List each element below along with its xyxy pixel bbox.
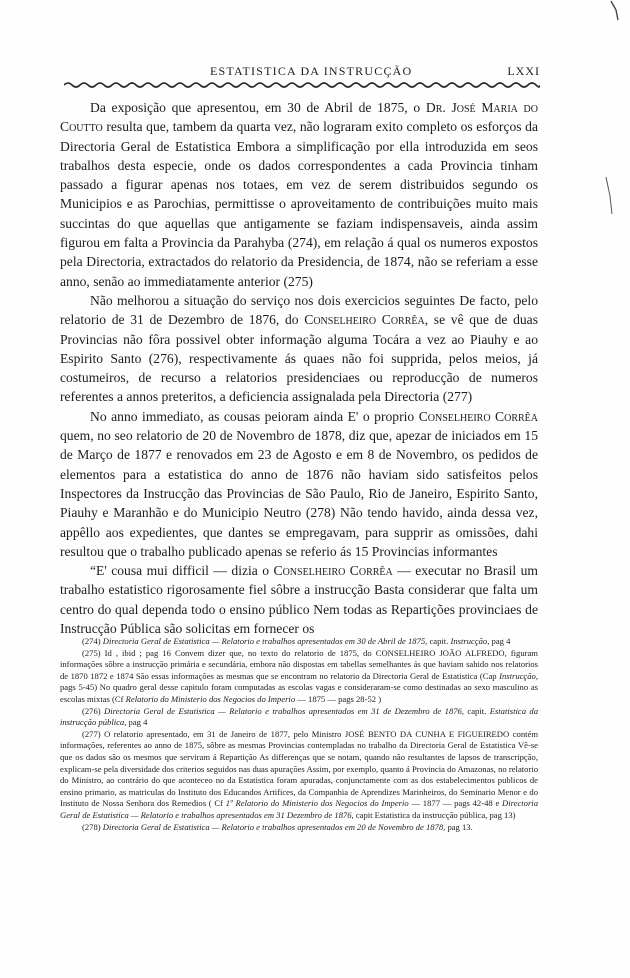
- footnote-citation: Directoria Geral de Estatistica — Relatorio e trabalhos apresentados em 31 Dezembro de 1876: [60, 798, 538, 820]
- running-title: ESTATISTICA DA INSTRUCÇÃO: [210, 64, 413, 78]
- paragraph-text: resulta que, tambem da quarta vez, não lograram exito completo os esforços da Directoria Geral de Estatistica Embora a simplificação por ella introduzida em seos trabalhos desta especie, onde os dados correspondentes a cada Provincia tinham passado a figurar apenas nos totaes, em vez de serem distribuidos segundo os Municipios e as Parochias, permittisse o aproveitamento de contribuições muito mais succintas do que aquellas que antigamente se faziam indispensaveis, ainda assim figurou em falta a Provincia da Parahyba (274), em relação á qual os numeros expostos pela Directoria, extractados do relatorio da Presidencia, de 1874, não se referiam a esse anno, senão ao immediatamente anterior (275): [60, 119, 538, 289]
- paragraph-text: — executar no Brasil um trabalho estatistico rigorosamente fiel sôbre a instrucção Basta considerar que falta um centro do qual dependa todo o ensino público Nem todas as Repartições provinciaes de Instrucção Pública são solicitas em fornecer os: [60, 563, 538, 637]
- footnote: [60, 822, 538, 834]
- footnote: [60, 648, 538, 706]
- footnote-text: , pags 5-45) No quadro geral desse capitulo foram computadas as escolas vagas e consideraram-se como destinadas ao sexo masculino as escolas mixtas (Cf: [60, 670, 538, 704]
- footnote-text: (276): [82, 705, 105, 716]
- edge-stroke: [604, 176, 614, 216]
- paragraph-text: No anno immediato, as cousas peioram ainda E' o proprio: [90, 408, 419, 424]
- page-number: LXXI: [507, 64, 540, 78]
- paragraph: [60, 561, 538, 638]
- footnote-text: , capit.: [461, 705, 490, 716]
- footnote-text: — 1875 — pags 28-52 ): [295, 693, 382, 704]
- body-text: [60, 98, 538, 638]
- footnote-citation: Directoria Geral de Estatistica — Relatorio e trabalhos apresentados em 30 de Abril de 1875: [102, 636, 426, 646]
- person-name: Conselheiro Corrêa: [273, 563, 393, 579]
- footnote-text: , capit Estatistica da instrucção pública, pag 13): [351, 809, 516, 820]
- person-name: Conselheiro Corrêa: [304, 312, 425, 328]
- footnote: [60, 636, 538, 648]
- footnote-text: (277) O relatorio apresentado, em 31 de Janeiro de 1877, pelo Ministro JOSÉ BENTO DA CUNHA E FIGUEIREDO contém informações, referentes ao anno de 1875, sôbre as mesmas Provincias contempladas no trabalho da Directoria Geral de Estatistica Vê-se que os dados são os mesmos que serviram á Repartição As differenças que se notam, quando não resultantes de lapsos de transcripção, explicam-se pela diversidade dos criterios seguidos nas duas apurações Assim, por exemplo, quanto á Provincia do Amazonas, no relatorio do Ministro, ao contrário do que aconteceo no da Estatistica foram apuradas, conjunctamente com as dos estabelecimentos publicos de ensino primario, as matriculas do Instituto dos Educandos Artifices, da Companhia de Aprendizes Marinheiros, do Seminario Menor e do Instituto de Nossa Senhora dos Remedios ( Cf: [60, 728, 538, 809]
- footnote-text: — 1877 — pags 42-48 e: [408, 798, 503, 809]
- paragraph-text: quem, no seo relatorio de 20 de Novembro de 1878, diz que, apezar de iniciados em 15 de Março de 1877 e renovados em 23 de Agosto e em 8 de Novembro, os pedidos de elementos para a estatistica do anno de 1876 não haviam sido satisfeitos pelos Inspectores da Instrucção das Provincias de São Paulo, Rio de Janeiro, Espirito Santo, Piauhy e Maranhão e do Municipio Neutro (278) Não tendo havido, ainda dessa vez, appêllo aos expedientes, que dantes se empregavam, para supprir as omissões, dahi resultou que o trabalho publicado apenas se referio ás 15 Provincias informantes: [60, 428, 538, 559]
- footnote-text: , pag 13.: [443, 821, 473, 832]
- footnote-text: , pag 4: [487, 636, 511, 646]
- footnote-citation: 1º Relatorio do Ministerio dos Negocios do Imperio: [225, 798, 409, 809]
- header-wavy-rule: [64, 80, 540, 90]
- footnote-citation: Relatorio do Ministerio dos Negocios do Imperio: [125, 693, 296, 704]
- footnotes: [60, 636, 538, 833]
- person-name: Dr. José Maria do Coutto: [60, 100, 538, 135]
- footnote: [60, 729, 538, 822]
- person-name: Conselheiro Corrêa: [418, 408, 539, 424]
- footnote-text: (278): [82, 821, 103, 832]
- footnote-text: , pag 4: [124, 717, 148, 728]
- paragraph-text: , se vê que de duas Provincias não fôra possivel obter informação alguma Tocára a vez ao Piauhy e ao Espirito Santo (276), respectivamente ás quaes não foi supprida, pelos meios, já costumeiros, de recurso a relatorios presidenciaes ou reproducção de numeros referentes a annos preteritos, a deficiencia assignalada pela Directoria (277): [60, 312, 538, 405]
- paragraph-text: Não melhorou a situação do serviço nos dois exercicios seguintes De facto, pelo relatorio de 31 de Dezembro de 1876, do: [60, 292, 538, 328]
- margin-mark: [609, 0, 621, 22]
- paragraph-text: “E' cousa mui difficil — dizia o: [90, 563, 274, 579]
- paragraph: [60, 98, 538, 291]
- footnote-citation: Estatistica da instrucção pública: [60, 705, 539, 728]
- footnote-text: (275) Id , ibid ; pag 16 Convem dizer que, no texto do relatorio de 1875, do CONSELHEIRO JOÃO ALFREDO, figuram informações sôbre a instrucção primária e secundária, embora não dispostas em tabellas semelhantes ás que haviam sahido nos relatorios de 1870 1872 e 1874 São essas informações as mesmas que se encontram no relatorio da Directoria Geral de Estatistica (Cap: [60, 647, 538, 681]
- footnote-citation: Instrucção: [450, 636, 488, 646]
- footnote-text: , capit.: [425, 636, 451, 646]
- footnote-text: (274): [82, 636, 103, 646]
- footnote-citation: Directoria Geral de Estatistica — Relatorio e trabalhos apresentados em 20 de Novembro de 1878: [102, 821, 444, 832]
- footnote-citation: Directoria Geral de Estatistica — Relatorio e trabalhos apresentados em 31 de Dezembro de 1876: [104, 705, 462, 716]
- paragraph-text: Da exposição que apresentou, em 30 de Abril de 1875, o: [90, 100, 426, 115]
- footnote-citation: Instrucção: [499, 670, 536, 681]
- paragraph: [60, 291, 538, 407]
- footnote: [60, 706, 538, 729]
- paragraph: [60, 407, 538, 561]
